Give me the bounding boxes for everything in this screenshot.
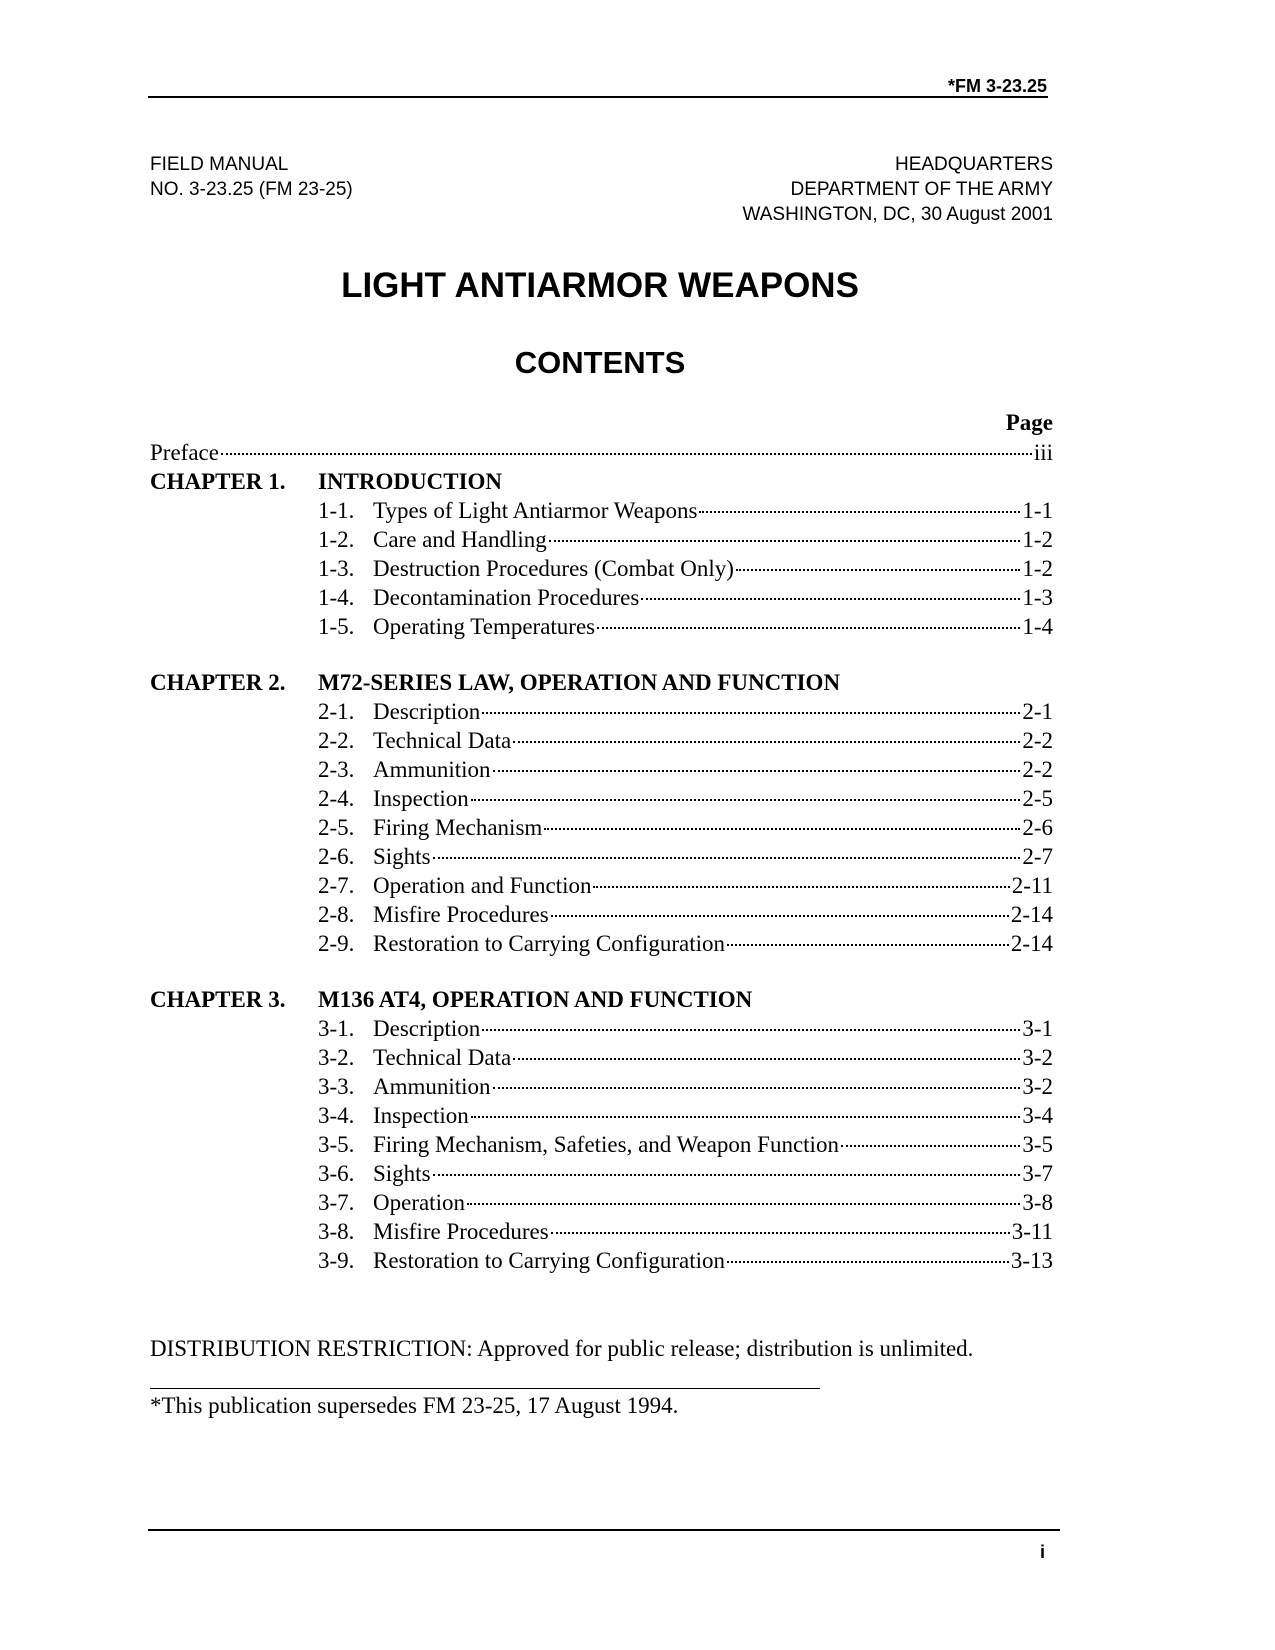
toc-entry-label bbox=[318, 726, 511, 755]
toc-chapter-heading[interactable] bbox=[150, 985, 1053, 1014]
toc-entry-page: 2-7 bbox=[1022, 844, 1053, 869]
chapter-label: CHAPTER 2. bbox=[150, 670, 286, 695]
leader-dots bbox=[433, 857, 1021, 859]
toc-entry-label bbox=[318, 554, 734, 583]
toc-entry-page: 3-2 bbox=[1022, 1074, 1053, 1099]
toc-entry-title: Preface bbox=[150, 440, 219, 465]
toc-entry-label bbox=[318, 813, 542, 842]
toc-entry[interactable] bbox=[150, 755, 1053, 784]
toc-entry-title: Description bbox=[373, 699, 481, 724]
toc-entry-label bbox=[318, 583, 639, 612]
toc-entry[interactable] bbox=[150, 842, 1053, 871]
toc-entry[interactable] bbox=[150, 871, 1053, 900]
toc-entry-number: 3-2. bbox=[318, 1045, 355, 1070]
toc-entry-number: 3-7. bbox=[318, 1190, 355, 1215]
toc-entry[interactable] bbox=[150, 1246, 1053, 1275]
leader-dots bbox=[593, 886, 1009, 888]
toc-entry-label bbox=[318, 871, 591, 900]
toc-entry-number: 2-5. bbox=[318, 815, 355, 840]
page-number: i bbox=[1039, 1542, 1045, 1562]
toc-entry[interactable] bbox=[150, 1130, 1053, 1159]
chapter-spacer bbox=[150, 958, 1053, 985]
toc-entry-page: 1-4 bbox=[1022, 614, 1053, 639]
toc-entry-title: Inspection bbox=[373, 786, 469, 811]
toc-entry-page: 2-1 bbox=[1022, 699, 1053, 724]
toc-entry-number: 3-4. bbox=[318, 1103, 355, 1128]
toc-entry-label bbox=[318, 784, 469, 813]
toc-entry-number: 2-8. bbox=[318, 902, 355, 927]
leader-dots bbox=[727, 944, 1009, 946]
toc-entry-page: 1-2 bbox=[1022, 527, 1053, 552]
header-code: *FM 3-23.25 bbox=[947, 76, 1047, 96]
toc-entry-title: Technical Data bbox=[373, 728, 512, 753]
leader-dots bbox=[467, 1203, 1020, 1205]
headquarters-label: HEADQUARTERS bbox=[894, 154, 1053, 175]
toc-entry-page: 3-8 bbox=[1022, 1190, 1053, 1215]
leader-dots bbox=[482, 712, 1020, 714]
manual-id-block bbox=[150, 152, 353, 202]
toc-entry-title: Technical Data bbox=[373, 1045, 512, 1070]
toc-entry-number: 1-5. bbox=[318, 614, 355, 639]
leader-dots bbox=[493, 1087, 1021, 1089]
toc-entry[interactable] bbox=[150, 1014, 1053, 1043]
toc-entry[interactable] bbox=[150, 1159, 1053, 1188]
toc-entry-number: 2-2. bbox=[318, 728, 355, 753]
toc-entry[interactable] bbox=[150, 784, 1053, 813]
toc-entry-title: Sights bbox=[373, 844, 431, 869]
toc-entry-label bbox=[318, 697, 480, 726]
footnote-rule bbox=[150, 1388, 820, 1389]
toc-entry-label bbox=[318, 1246, 725, 1275]
toc-entry-number: 3-5. bbox=[318, 1132, 355, 1157]
toc-entry-title: Description bbox=[373, 1016, 481, 1041]
manual-type: FIELD MANUAL bbox=[150, 154, 289, 175]
toc-entry-title: Types of Light Antiarmor Weapons bbox=[373, 498, 698, 523]
toc-entry-title: Restoration to Carrying Configuration bbox=[373, 1248, 725, 1273]
location-date: WASHINGTON, DC, 30 August 2001 bbox=[742, 204, 1053, 225]
table-of-contents bbox=[150, 408, 1053, 1275]
toc-entry[interactable] bbox=[150, 1101, 1053, 1130]
toc-entry-number: 2-3. bbox=[318, 757, 355, 782]
toc-entry[interactable] bbox=[150, 496, 1053, 525]
toc-entry-page: iii bbox=[1033, 440, 1053, 465]
leader-dots bbox=[471, 799, 1021, 801]
leader-dots bbox=[482, 1029, 1020, 1031]
toc-entry-title: Firing Mechanism bbox=[373, 815, 543, 840]
toc-entry-number: 3-1. bbox=[318, 1016, 355, 1041]
toc-entry-title: Restoration to Carrying Configuration bbox=[373, 931, 725, 956]
toc-entry-number: 1-4. bbox=[318, 585, 355, 610]
toc-entry-page: 3-4 bbox=[1022, 1103, 1053, 1128]
toc-entry-page: 2-2 bbox=[1022, 757, 1053, 782]
toc-entry-label bbox=[318, 900, 549, 929]
toc-chapter-heading[interactable] bbox=[150, 668, 1053, 697]
leader-dots bbox=[549, 540, 1021, 542]
toc-entry-number: 2-7. bbox=[318, 873, 355, 898]
toc-entry-page: 1-1 bbox=[1022, 498, 1053, 523]
toc-entry-number: 1-3. bbox=[318, 556, 355, 581]
toc-entry-page: 3-11 bbox=[1011, 1219, 1053, 1244]
toc-entry-label bbox=[318, 1217, 549, 1246]
chapter-title: M72-SERIES LAW, OPERATION AND FUNCTION bbox=[318, 670, 841, 695]
toc-entry-label bbox=[318, 1043, 511, 1072]
leader-dots bbox=[597, 627, 1020, 629]
toc-entry-number: 2-4. bbox=[318, 786, 355, 811]
chapter-title: INTRODUCTION bbox=[318, 469, 503, 494]
document-title: LIGHT ANTIARMOR WEAPONS bbox=[341, 266, 859, 305]
toc-entry-label bbox=[318, 755, 491, 784]
toc-entry-number: 3-3. bbox=[318, 1074, 355, 1099]
toc-entry-title: Operation bbox=[373, 1190, 465, 1215]
toc-entry-title: Operating Temperatures bbox=[373, 614, 596, 639]
leader-dots bbox=[433, 1174, 1021, 1176]
toc-entry[interactable] bbox=[150, 726, 1053, 755]
leader-dots bbox=[513, 741, 1020, 743]
toc-entry[interactable] bbox=[150, 697, 1053, 726]
leader-dots bbox=[736, 569, 1020, 571]
top-rule bbox=[148, 96, 1048, 98]
toc-entry-title: Sights bbox=[373, 1161, 431, 1186]
toc-entry-preface[interactable] bbox=[150, 438, 1053, 467]
leader-dots bbox=[841, 1145, 1020, 1147]
toc-entry-label bbox=[318, 525, 547, 554]
toc-entry-title: Destruction Procedures (Combat Only) bbox=[373, 556, 734, 581]
toc-entry-page: 3-1 bbox=[1022, 1016, 1053, 1041]
toc-entry-page: 2-5 bbox=[1022, 786, 1053, 811]
toc-entry-page: 2-11 bbox=[1011, 873, 1053, 898]
toc-entry-title: Inspection bbox=[373, 1103, 469, 1128]
leader-dots bbox=[493, 770, 1021, 772]
toc-entry[interactable] bbox=[150, 1188, 1053, 1217]
toc-entry-label bbox=[318, 1014, 480, 1043]
leader-dots bbox=[699, 511, 1020, 513]
toc-chapter-heading[interactable] bbox=[150, 467, 1053, 496]
leader-dots bbox=[544, 828, 1020, 830]
supersedes-footnote: *This publication supersedes FM 23-25, 17 August 1994. bbox=[150, 1393, 679, 1418]
chapter-label: CHAPTER 1. bbox=[150, 469, 286, 494]
toc-entry[interactable] bbox=[150, 813, 1053, 842]
chapter-label: CHAPTER 3. bbox=[150, 987, 286, 1012]
toc-entry[interactable] bbox=[150, 1217, 1053, 1246]
toc-entry-title: Care and Handling bbox=[373, 527, 547, 552]
page-column-label: Page bbox=[1005, 410, 1053, 435]
leader-dots bbox=[727, 1261, 1009, 1263]
toc-entry-label bbox=[318, 1188, 465, 1217]
leader-dots bbox=[551, 915, 1009, 917]
toc-entry[interactable] bbox=[150, 1043, 1053, 1072]
toc-entry[interactable] bbox=[150, 900, 1053, 929]
toc-chapters bbox=[150, 467, 1053, 1275]
chapter-title: M136 AT4, OPERATION AND FUNCTION bbox=[318, 987, 753, 1012]
toc-entry-number: 2-6. bbox=[318, 844, 355, 869]
toc-entry-label bbox=[318, 1101, 469, 1130]
toc-entry-page: 3-13 bbox=[1010, 1248, 1053, 1273]
toc-entry-title: Misfire Procedures bbox=[373, 1219, 549, 1244]
toc-entry-label bbox=[318, 842, 431, 871]
toc-entry-page: 2-6 bbox=[1022, 815, 1053, 840]
toc-entry-number: 1-2. bbox=[318, 527, 355, 552]
issuing-authority-block bbox=[743, 152, 1053, 227]
toc-entry-title: Misfire Procedures bbox=[373, 902, 549, 927]
leader-dots bbox=[513, 1058, 1020, 1060]
toc-entry[interactable] bbox=[150, 525, 1053, 554]
toc-entry-page: 1-2 bbox=[1022, 556, 1053, 581]
toc-entry[interactable] bbox=[150, 929, 1053, 958]
toc-entry-number: 2-1. bbox=[318, 699, 355, 724]
toc-entry-page: 3-7 bbox=[1022, 1161, 1053, 1186]
toc-entry-page: 2-14 bbox=[1010, 902, 1053, 927]
bottom-rule bbox=[148, 1529, 1060, 1531]
leader-dots bbox=[471, 1116, 1021, 1118]
leader-dots bbox=[551, 1232, 1010, 1234]
toc-entry-number: 3-9. bbox=[318, 1248, 355, 1273]
chapter-spacer bbox=[150, 641, 1053, 668]
toc-entry-page: 1-3 bbox=[1022, 585, 1053, 610]
toc-entry-label bbox=[318, 1130, 839, 1159]
toc-entry-number: 2-9. bbox=[318, 931, 355, 956]
toc-entry-page: 3-5 bbox=[1022, 1132, 1053, 1157]
toc-entry-number: 3-6. bbox=[318, 1161, 355, 1186]
toc-entry-title: Decontamination Procedures bbox=[373, 585, 640, 610]
toc-entry-number: 3-8. bbox=[318, 1219, 355, 1244]
toc-entry-label bbox=[318, 929, 725, 958]
leader-dots bbox=[641, 598, 1020, 600]
toc-entry-title: Ammunition bbox=[373, 757, 491, 782]
toc-entry-title: Firing Mechanism, Safeties, and Weapon Function bbox=[373, 1132, 839, 1157]
department-label: DEPARTMENT OF THE ARMY bbox=[790, 179, 1053, 200]
toc-entry[interactable] bbox=[150, 1072, 1053, 1101]
toc-entry-label bbox=[318, 612, 595, 641]
contents-heading: CONTENTS bbox=[514, 345, 686, 380]
distribution-restriction: DISTRIBUTION RESTRICTION: Approved for public release; distribution is unlimited. bbox=[150, 1336, 974, 1361]
toc-entry-label bbox=[318, 1159, 431, 1188]
toc-entry-label bbox=[318, 496, 697, 525]
toc-entry[interactable] bbox=[150, 554, 1053, 583]
toc-entry-number: 1-1. bbox=[318, 498, 355, 523]
toc-entry-title: Operation and Function bbox=[373, 873, 592, 898]
toc-entry-page: 2-2 bbox=[1022, 728, 1053, 753]
toc-entry-page: 3-2 bbox=[1022, 1045, 1053, 1070]
toc-entry[interactable] bbox=[150, 583, 1053, 612]
manual-number: NO. 3-23.25 (FM 23-25) bbox=[150, 179, 353, 200]
leader-dots bbox=[221, 453, 1032, 455]
toc-entry[interactable] bbox=[150, 612, 1053, 641]
toc-entry-label bbox=[318, 1072, 491, 1101]
toc-entry-title: Ammunition bbox=[373, 1074, 491, 1099]
toc-entry-page: 2-14 bbox=[1010, 931, 1053, 956]
